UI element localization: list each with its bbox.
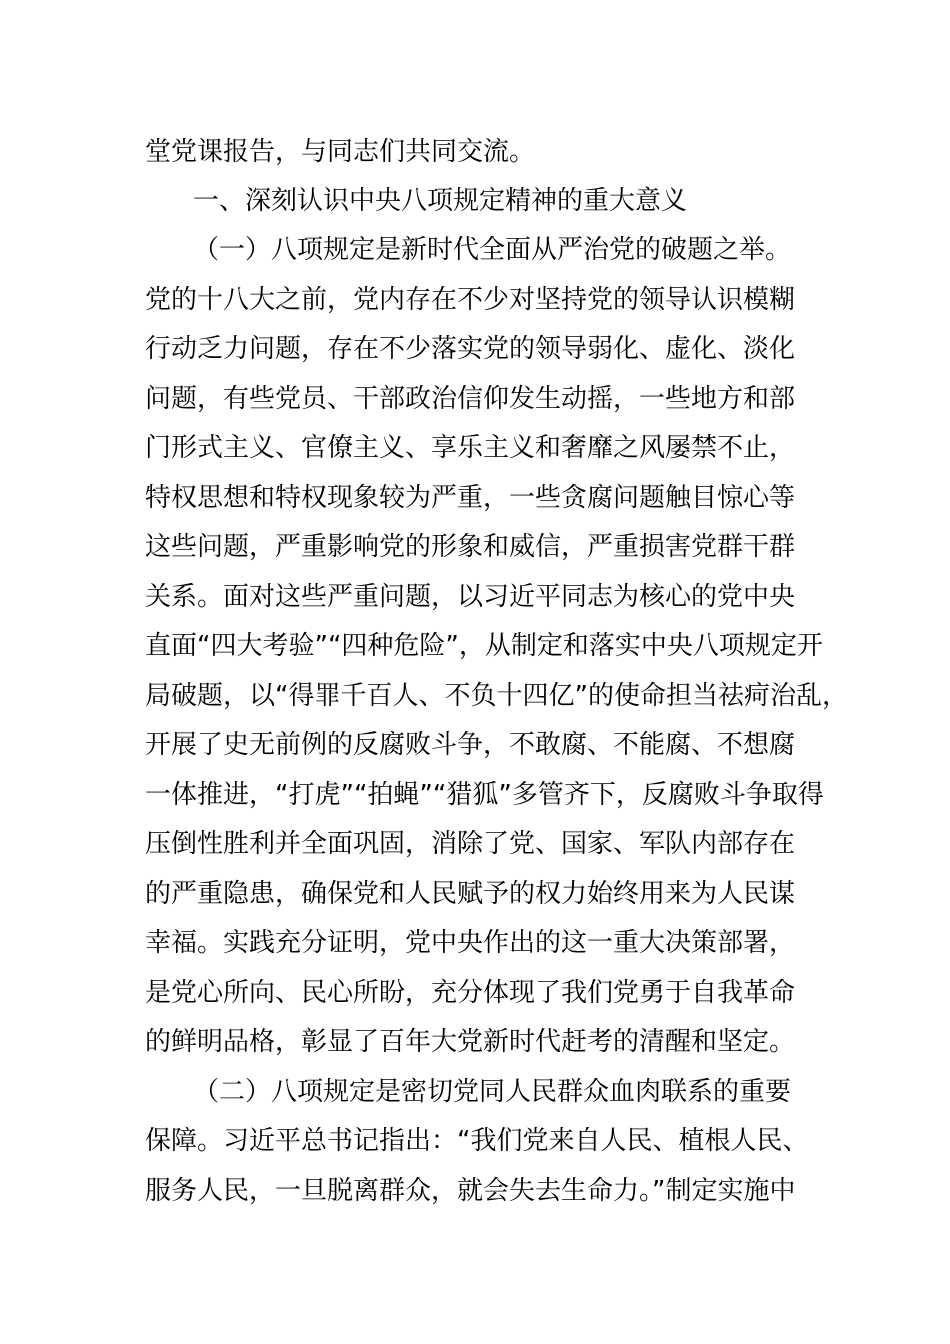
text-line-4: 党的十八大之前，党内存在不少对坚持党的领导认识模糊 — [145, 285, 796, 315]
text-line-13: 开展了史无前例的反腐败斗争，不敢腐、不能腐、不想腐 — [145, 730, 796, 760]
text-line-19: 的鲜明品格，彰显了百年大党新时代赶考的清醒和坚定。 — [145, 1027, 796, 1057]
text-line-6: 问题，有些党员、干部政治信仰发生动摇，一些地方和部 — [145, 384, 796, 414]
text-line-16: 的严重隐患，确保党和人民赋予的权力始终用来为人民谋 — [145, 879, 796, 909]
text-line-1: 堂党课报告，与同志们共同交流。 — [145, 137, 536, 167]
text-line-10: 关系。面对这些严重问题，以习近平同志为核心的党中央 — [145, 582, 796, 612]
text-line-15: 压倒性胜利并全面巩固，消除了党、国家、军队内部存在 — [145, 829, 796, 859]
text-line-8: 特权思想和特权现象较为严重，一些贪腐问题触目惊心等 — [145, 483, 796, 513]
subsection-heading-2: （二）八项规定是密切党同人民群众血肉联系的重要 — [193, 1077, 792, 1107]
text-line-12: 局破题，以“得罪千百人、不负十四亿”的使命担当祛疴治乱， — [145, 681, 848, 711]
text-line-14: 一体推进，“打虎”“拍蝇”“猎狐”多管齐下，反腐败斗争取得 — [145, 780, 824, 810]
subsection-heading-1: （一）八项规定是新时代全面从严治党的破题之举。 — [193, 235, 792, 265]
text-line-9: 这些问题，严重影响党的形象和威信，严重损害党群干群 — [145, 532, 796, 562]
text-line-22: 服务人民，一旦脱离群众，就会失去生命力。”制定实施中 — [145, 1176, 796, 1206]
text-line-18: 是党心所向、民心所盼，充分体现了我们党勇于自我革命 — [145, 978, 796, 1008]
text-line-11: 直面“四大考验”“四种危险”，从制定和落实中央八项规定开 — [145, 631, 823, 661]
section-heading: 一、深刻认识中央八项规定精神的重大意义 — [193, 186, 688, 216]
text-line-21: 保障。习近平总书记指出：“我们党来自人民、植根人民、 — [145, 1126, 809, 1156]
text-line-5: 行动乏力问题，存在不少落实党的领导弱化、虚化、淡化 — [145, 334, 796, 364]
text-line-17: 幸福。实践充分证明，党中央作出的这一重大决策部署， — [145, 928, 796, 958]
text-line-7: 门形式主义、官僚主义、享乐主义和奢靡之风屡禁不止， — [145, 433, 796, 463]
